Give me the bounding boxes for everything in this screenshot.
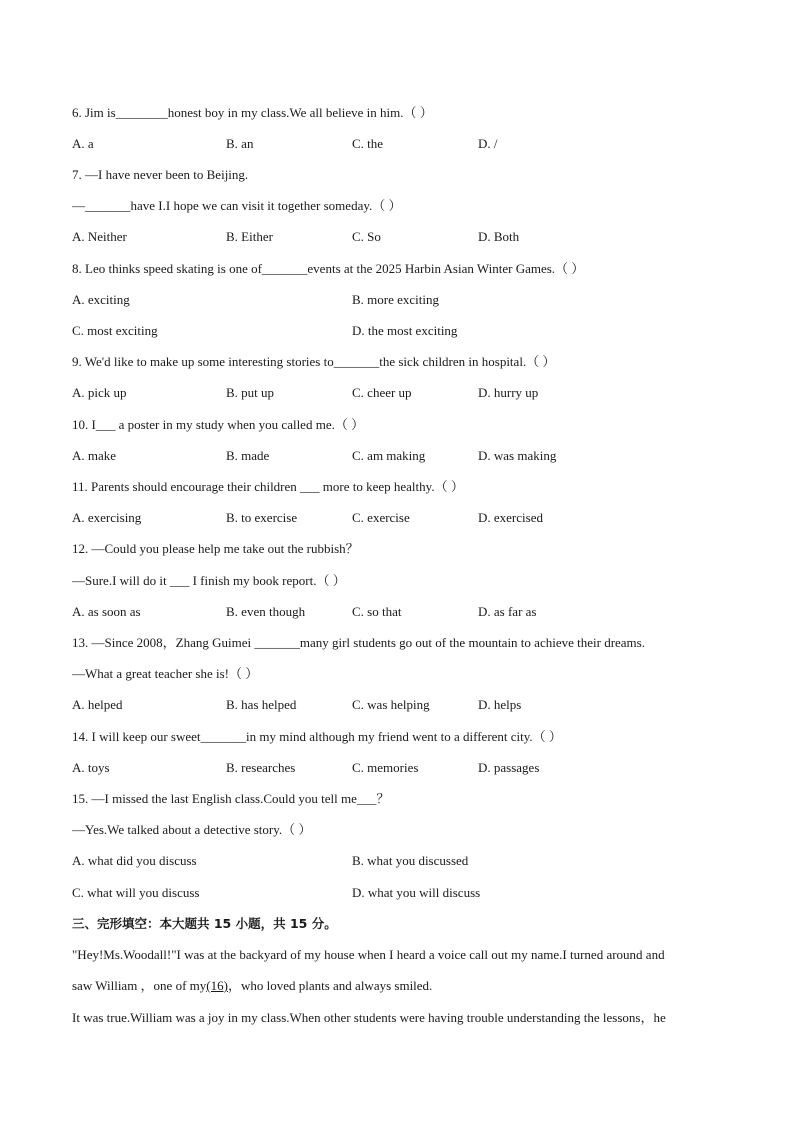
q12-option-c: C. so that — [352, 604, 402, 619]
q7-option-c: C. So — [352, 229, 381, 244]
passage-text: saw William ，one of my — [72, 978, 207, 993]
q6-option-c: C. the — [352, 136, 384, 151]
q15-option-d: D. what you will discuss — [352, 885, 481, 900]
question-12: 12. —Could you please help me take out the rubbish？ — [72, 541, 359, 556]
question-6: 6. Jim is________honest boy in my class.We all believe in him.（ ） — [72, 105, 433, 120]
q15-option-a: A. what did you discuss — [72, 853, 197, 868]
passage-line-2 — [72, 978, 432, 994]
passage-line-3: It was true.William was a joy in my class.When other students were having trouble understanding the lessons，he — [72, 1010, 666, 1025]
q8-option-c: C. most exciting — [72, 323, 158, 338]
question-12-reply: —Sure.I will do it ___ I finish my book report.（ ） — [72, 573, 346, 588]
q14-option-b: B. researches — [226, 760, 296, 775]
q9-option-c: C. cheer up — [352, 385, 412, 400]
q10-option-c: C. am making — [352, 448, 426, 463]
q11-option-b: B. to exercise — [226, 510, 298, 525]
q14-option-a: A. toys — [72, 760, 110, 775]
q14-option-c: C. memories — [352, 760, 419, 775]
q15-option-c: C. what will you discuss — [72, 885, 200, 900]
question-7-reply: —_______have I.I hope we can visit it together someday.（ ） — [72, 198, 402, 213]
q7-option-a: A. Neither — [72, 229, 127, 244]
q11-option-c: C. exercise — [352, 510, 410, 525]
q11-option-a: A. exercising — [72, 510, 142, 525]
question-7: 7. —I have never been to Beijing. — [72, 167, 249, 182]
passage-line-1: "Hey!Ms.Woodall!"I was at the backyard of my house when I heard a voice call out my name.I turned around and — [72, 947, 665, 962]
passage-text: ，who loved plants and always smiled. — [227, 978, 433, 993]
question-8: 8. Leo thinks speed skating is one of_______events at the 2025 Harbin Asian Winter Games.（ ） — [72, 261, 585, 276]
question-15-reply: —Yes.We talked about a detective story.（ ） — [72, 822, 312, 837]
question-11: 11. Parents should encourage their children ___ more to keep healthy.（ ） — [72, 479, 464, 494]
q12-option-b: B. even though — [226, 604, 306, 619]
q10-option-a: A. make — [72, 448, 117, 463]
question-10: 10. I___ a poster in my study when you called me.（ ） — [72, 417, 365, 432]
q13-option-c: C. was helping — [352, 697, 430, 712]
q8-option-b: B. more exciting — [352, 292, 440, 307]
q7-option-d: D. Both — [478, 229, 520, 244]
question-14: 14. I will keep our sweet_______in my mind although my friend went to a different city.（ ） — [72, 729, 562, 744]
q6-option-a: A. a — [72, 136, 94, 151]
q13-option-b: B. has helped — [226, 697, 297, 712]
q9-option-d: D. hurry up — [478, 385, 539, 400]
q6-option-d: D. / — [478, 136, 498, 151]
q8-option-a: A. exciting — [72, 292, 130, 307]
question-9: 9. We'd like to make up some interesting stories to_______the sick children in hospital.（ ） — [72, 354, 556, 369]
q10-option-d: D. was making — [478, 448, 557, 463]
q10-option-b: B. made — [226, 448, 270, 463]
blank-16: (16) — [206, 978, 228, 993]
q6-option-b: B. an — [226, 136, 254, 151]
q9-option-a: A. pick up — [72, 385, 127, 400]
q12-option-a: A. as soon as — [72, 604, 141, 619]
q8-option-d: D. the most exciting — [352, 323, 458, 338]
question-15: 15. —I missed the last English class.Could you tell me___？ — [72, 791, 390, 806]
q11-option-d: D. exercised — [478, 510, 543, 525]
question-13: 13. —Since 2008，Zhang Guimei _______many girl students go out of the mountain to achieve their dreams. — [72, 635, 645, 650]
q13-option-a: A. helped — [72, 697, 123, 712]
q7-option-b: B. Either — [226, 229, 273, 244]
q9-option-b: B. put up — [226, 385, 275, 400]
q12-option-d: D. as far as — [478, 604, 537, 619]
question-13-reply: —What a great teacher she is!（ ） — [72, 666, 259, 681]
q13-option-d: D. helps — [478, 697, 522, 712]
q15-option-b: B. what you discussed — [352, 853, 469, 868]
section-heading: 三、完形填空：本大题共 15 小题，共 15 分。 — [72, 916, 337, 931]
q14-option-d: D. passages — [478, 760, 540, 775]
